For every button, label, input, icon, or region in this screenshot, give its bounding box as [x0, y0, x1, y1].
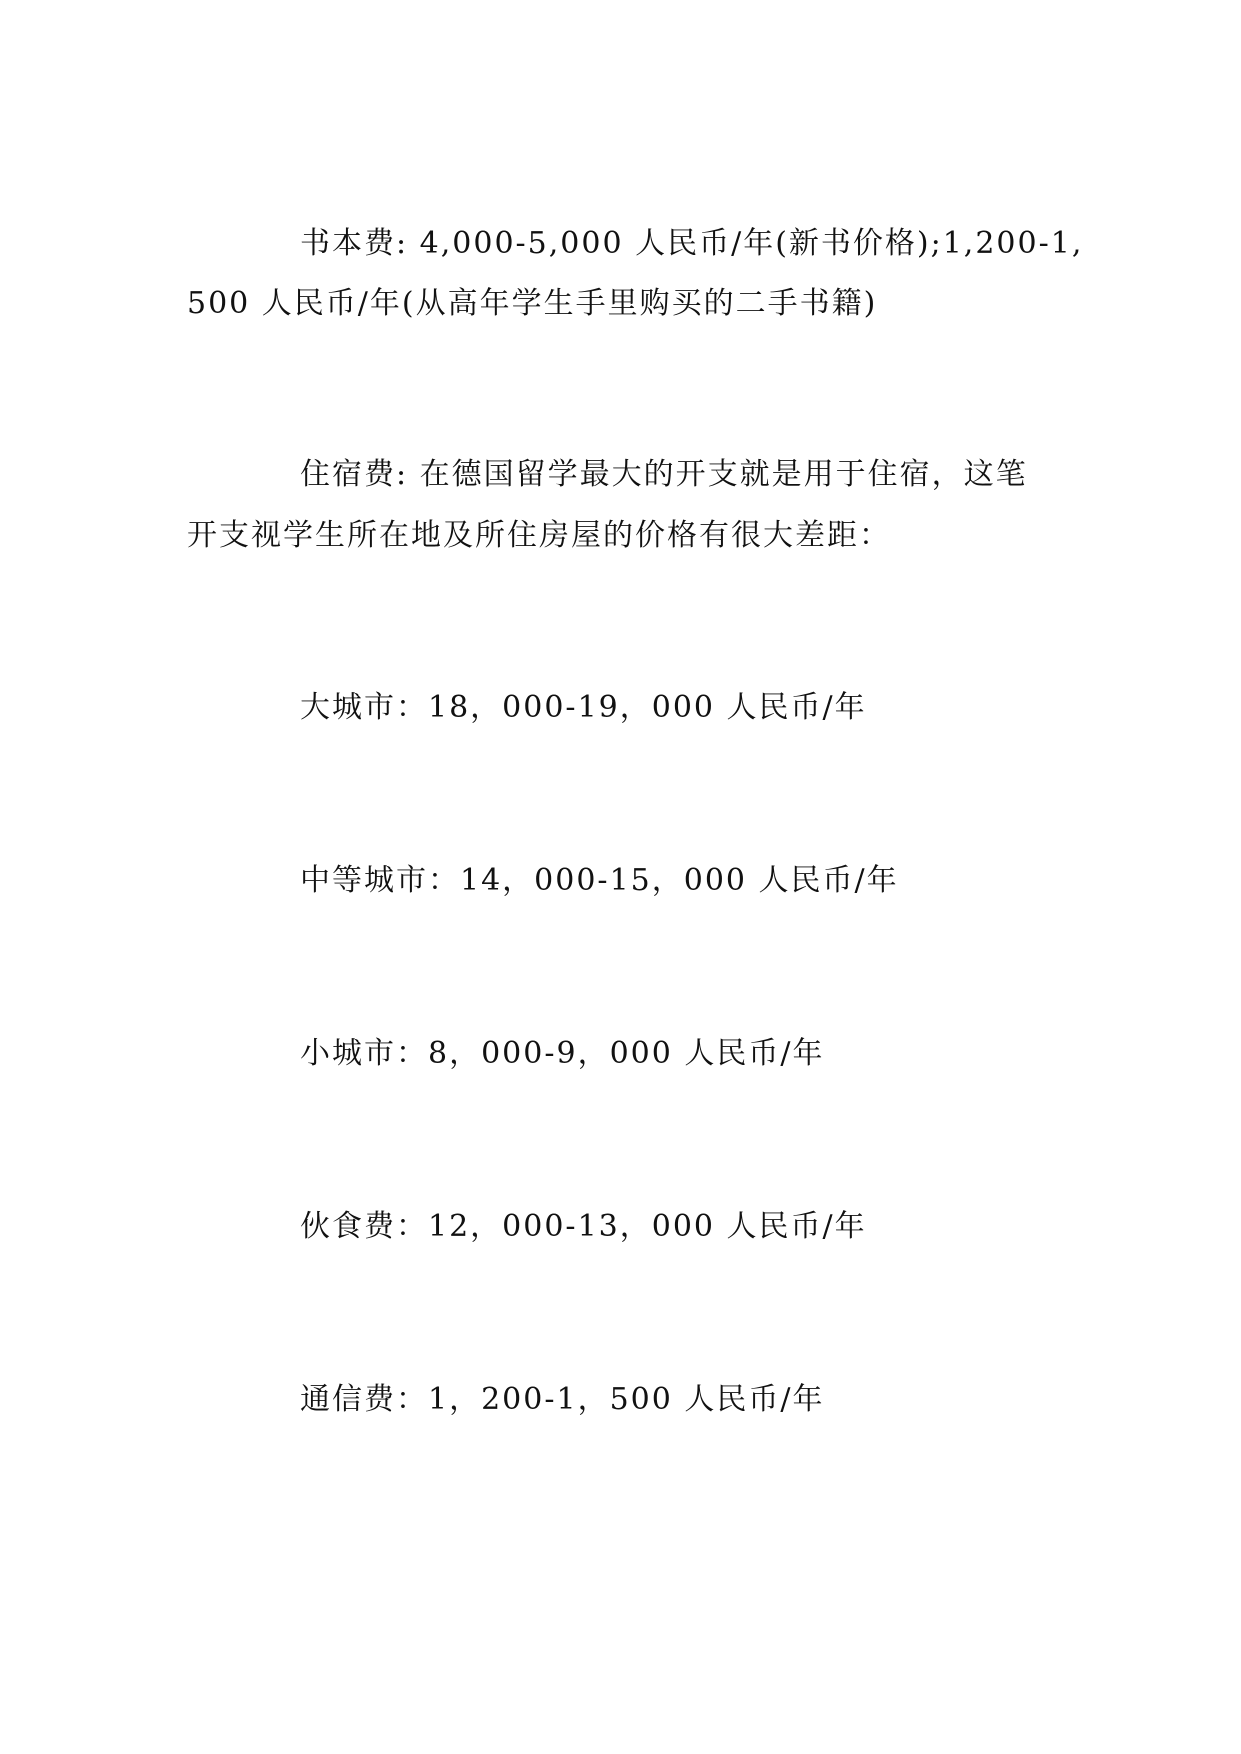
books-fee-line-1: 书本费: 4,000-5,000 人民币/年(新书价格);1,200-1,: [300, 226, 1084, 261]
small-city-cost: 小城市：8，000-9，000 人民币/年: [300, 1036, 825, 1071]
food-fee: 伙食费：12，000-13，000 人民币/年: [300, 1209, 867, 1244]
books-fee-line-2: 500 人民币/年(从高年学生手里购买的二手书籍): [187, 286, 878, 321]
housing-fee-line-2: 开支视学生所在地及所住房屋的价格有很大差距：: [187, 518, 891, 553]
big-city-cost: 大城市：18，000-19，000 人民币/年: [300, 690, 867, 725]
housing-fee-line-1: 住宿费: 在德国留学最大的开支就是用于住宿，这笔: [300, 457, 1028, 492]
communication-fee: 通信费：1，200-1，500 人民币/年: [300, 1382, 825, 1417]
medium-city-cost: 中等城市：14，000-15，000 人民币/年: [300, 863, 899, 898]
